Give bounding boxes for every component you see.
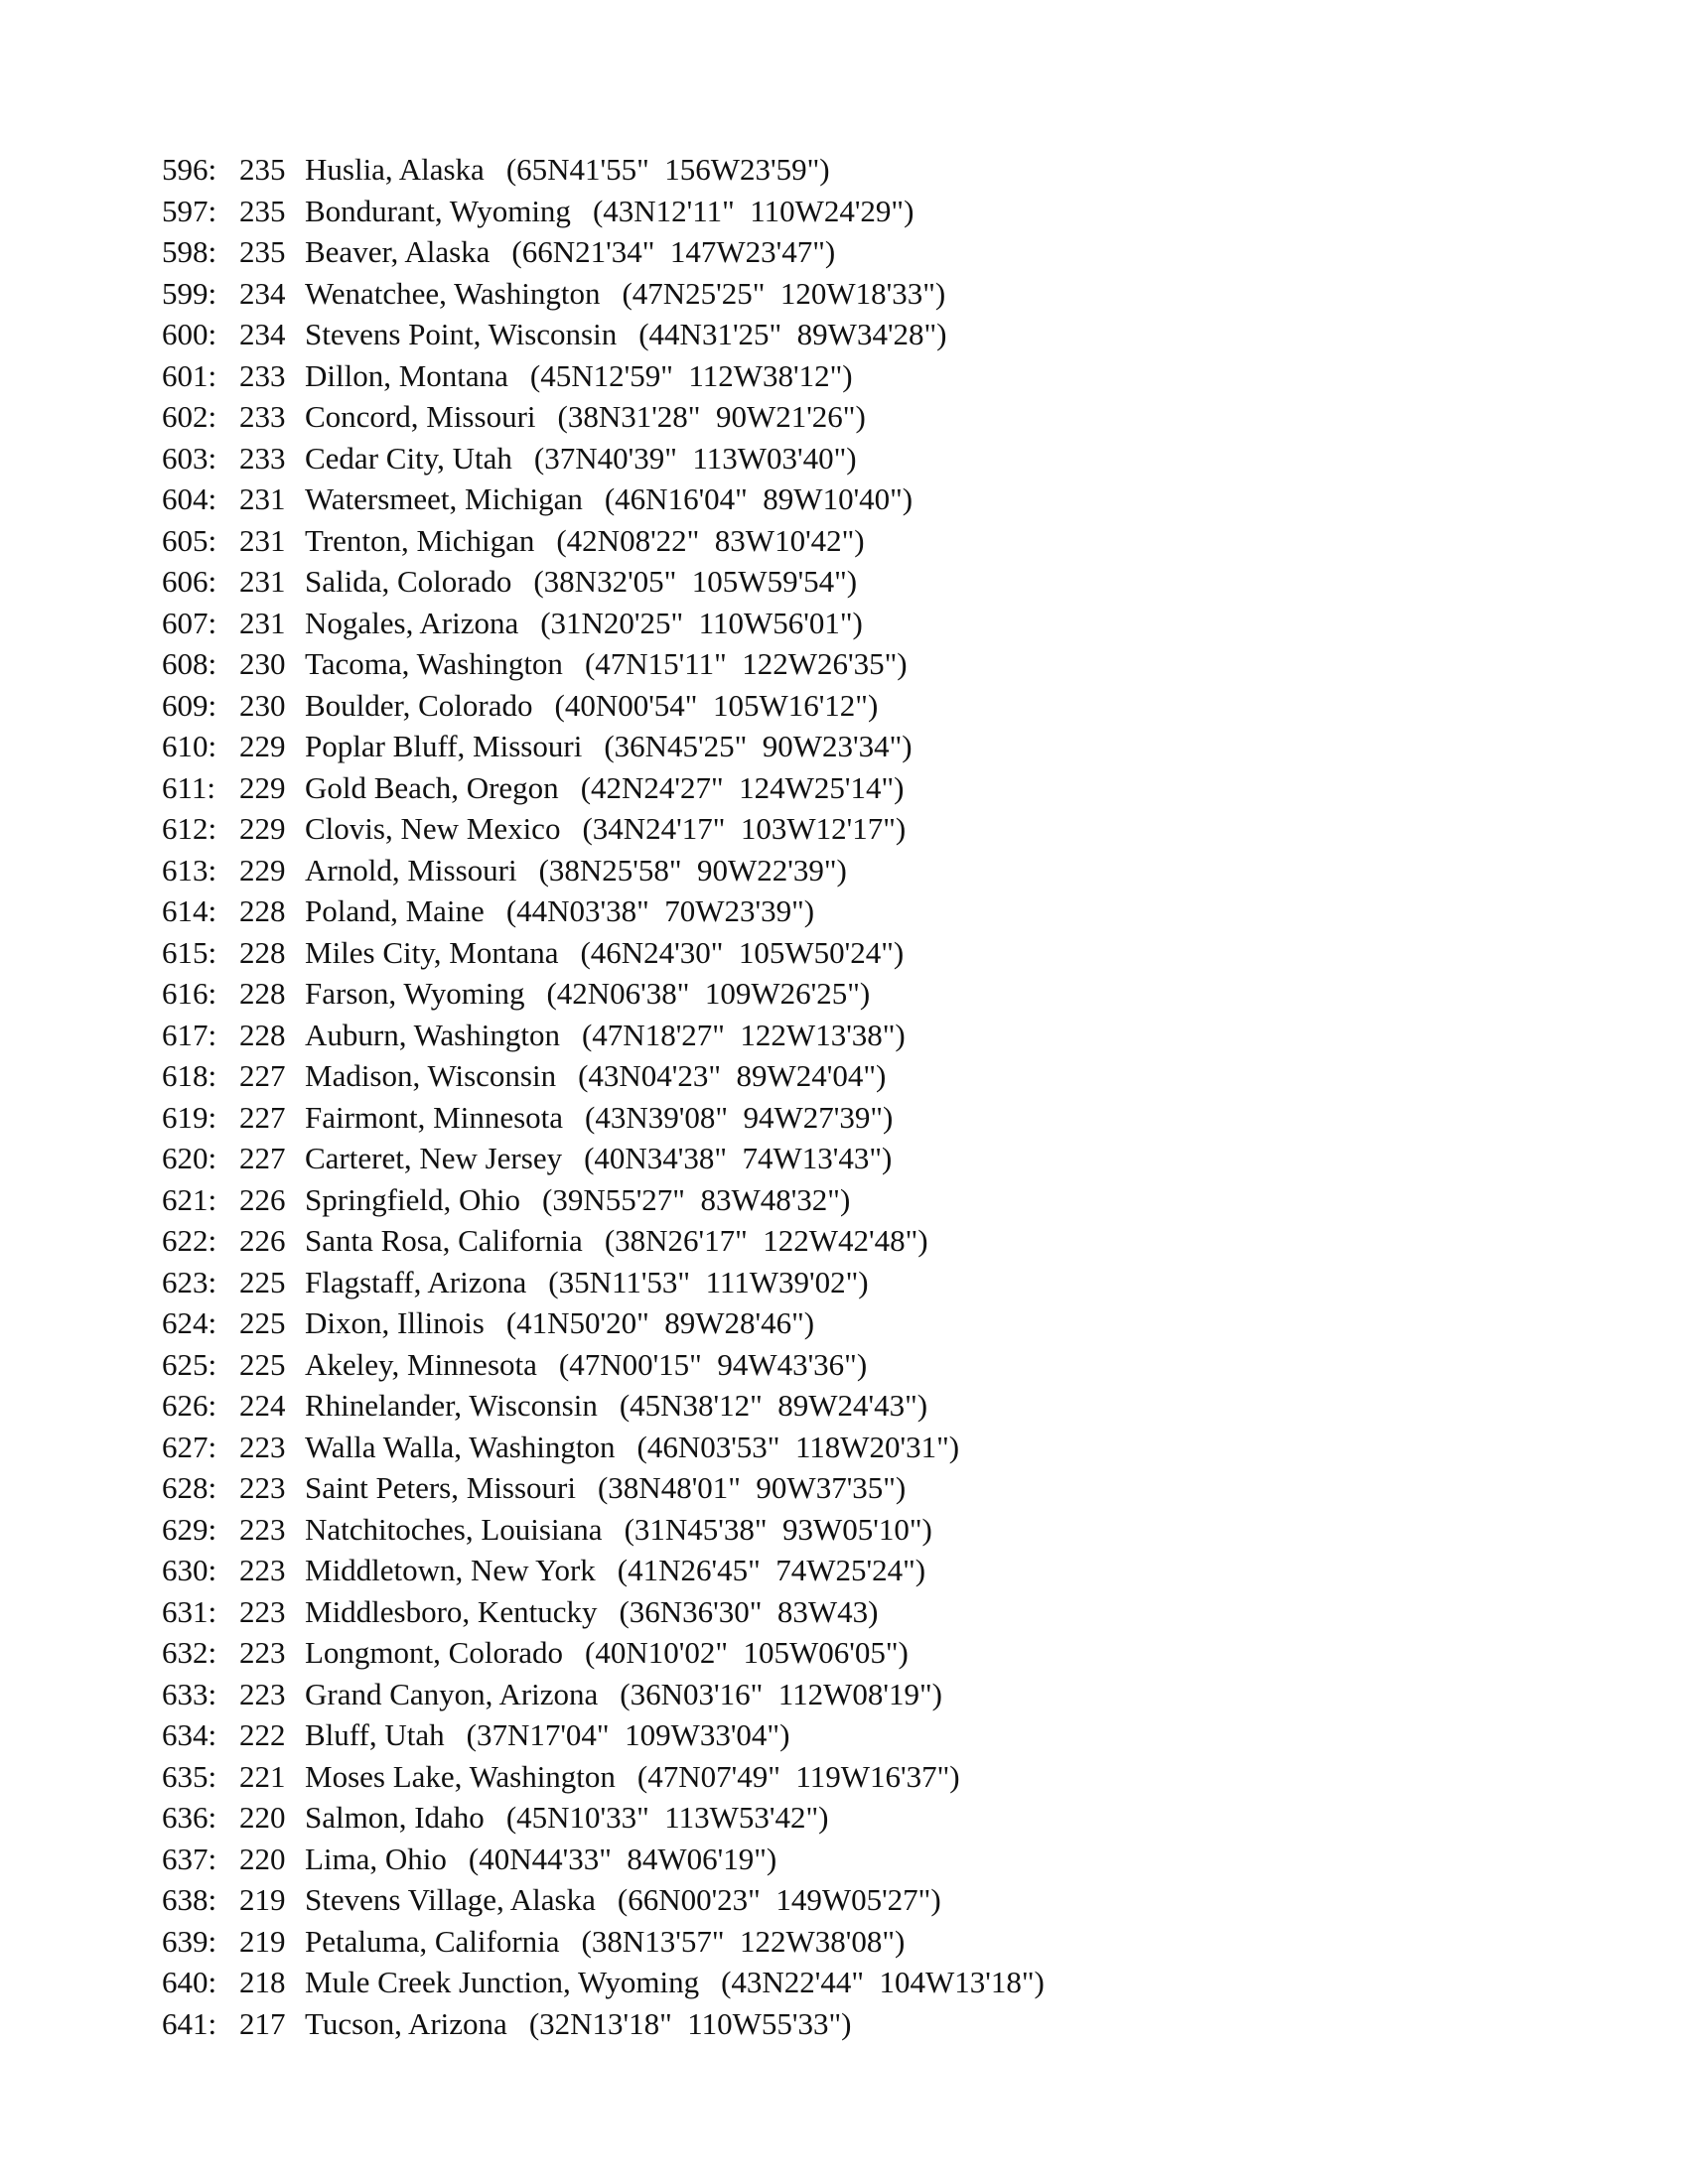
coordinates: (38N32'05" 105W59'54") [533, 564, 858, 599]
count-value: 225 [239, 1346, 286, 1382]
place-name: Clovis, New Mexico [305, 811, 561, 846]
count-value: 235 [239, 152, 286, 187]
rank-number: 604: [162, 481, 217, 516]
rank-number: 620: [162, 1141, 217, 1175]
rank-number: 631: [162, 1593, 217, 1629]
count-value: 217 [239, 2005, 286, 2041]
rank-number: 629: [162, 1511, 217, 1547]
count-value: 228 [239, 893, 286, 928]
count-value: 235 [239, 234, 286, 269]
list-item [162, 603, 1045, 644]
rank-number: 633: [162, 1676, 217, 1711]
count-value: 222 [239, 1717, 286, 1752]
count-value: 231 [239, 481, 286, 516]
place-name: Flagstaff, Arizona [305, 1264, 527, 1299]
coordinates: (46N03'53" 118W20'31") [636, 1429, 960, 1464]
list-item [162, 1550, 1045, 1591]
count-value: 223 [239, 1470, 286, 1505]
count-value: 234 [239, 317, 286, 351]
coordinates: (35N11'53" 111W39'02") [548, 1264, 869, 1299]
list-item [162, 767, 1045, 809]
coordinates: (38N31'28" 90W21'26") [557, 399, 866, 434]
list-item [162, 396, 1045, 438]
coordinates: (36N45'25" 90W23'34") [604, 729, 913, 763]
place-name: Trenton, Michigan [305, 522, 535, 558]
rank-number: 619: [162, 1099, 217, 1135]
place-name: Moses Lake, Washington [305, 1758, 616, 1794]
list-item [162, 890, 1045, 932]
coordinates: (39N55'27" 83W48'32") [542, 1181, 851, 1217]
coordinates: (45N38'12" 89W24'43") [619, 1388, 928, 1423]
count-value: 233 [239, 357, 286, 393]
place-name: Lima, Ohio [305, 1841, 447, 1876]
rank-number: 609: [162, 687, 217, 723]
coordinates: (44N31'25" 89W34'28") [638, 317, 947, 351]
count-value: 229 [239, 769, 286, 805]
count-value: 223 [239, 1429, 286, 1464]
rank-number: 612: [162, 811, 217, 846]
coordinates: (40N44'33" 84W06'19") [468, 1841, 777, 1876]
count-value: 223 [239, 1676, 286, 1711]
list-item [162, 273, 1045, 315]
coordinates: (34N24'17" 103W12'17") [582, 811, 907, 846]
list-item [162, 1714, 1045, 1756]
list-item [162, 1385, 1045, 1427]
list-item [162, 1674, 1045, 1715]
coordinates: (40N00'54" 105W16'12") [554, 687, 879, 723]
place-name: Dixon, Illinois [305, 1305, 485, 1340]
place-name: Poland, Maine [305, 893, 485, 928]
place-name: Farson, Wyoming [305, 976, 525, 1011]
coordinates: (46N16'04" 89W10'40") [604, 481, 914, 516]
rank-number: 614: [162, 893, 217, 928]
coordinates: (47N15'11" 122W26'35") [584, 646, 908, 681]
rank-number: 599: [162, 275, 217, 311]
list-item [162, 726, 1045, 767]
list-item [162, 643, 1045, 685]
list-item [162, 1921, 1045, 1963]
rank-number: 598: [162, 234, 217, 269]
count-value: 233 [239, 440, 286, 476]
rank-number: 640: [162, 1965, 217, 1999]
list-item [162, 932, 1045, 974]
coordinates: (47N07'49" 119W16'37") [636, 1758, 960, 1794]
count-value: 230 [239, 687, 286, 723]
count-value: 227 [239, 1099, 286, 1135]
rank-number: 637: [162, 1841, 217, 1876]
rank-number: 601: [162, 357, 217, 393]
coordinates: (37N40'39" 113W03'40") [533, 440, 857, 476]
coordinates: (36N36'30" 83W43) [619, 1593, 879, 1629]
place-name: Wenatchee, Washington [305, 275, 601, 311]
place-name: Nogales, Arizona [305, 605, 519, 640]
count-value: 225 [239, 1264, 286, 1299]
place-name: Stevens Village, Alaska [305, 1882, 596, 1917]
coordinates: (40N10'02" 105W06'05") [585, 1635, 909, 1670]
rank-number: 621: [162, 1181, 217, 1217]
rank-number: 596: [162, 152, 217, 187]
list-item [162, 1632, 1045, 1674]
rank-number: 638: [162, 1882, 217, 1917]
coordinates: (31N20'25" 110W56'01") [540, 605, 863, 640]
rank-number: 611: [162, 769, 215, 805]
place-name: Arnold, Missouri [305, 852, 517, 887]
place-name: Stevens Point, Wisconsin [305, 317, 618, 351]
coordinates: (46N24'30" 105W50'24") [580, 934, 905, 970]
count-value: 223 [239, 1635, 286, 1670]
coordinates: (38N48'01" 90W37'35") [597, 1470, 907, 1505]
place-name: Salida, Colorado [305, 564, 512, 599]
list-item [162, 1797, 1045, 1839]
list-item [162, 1138, 1045, 1179]
coordinates: (36N03'16" 112W08'19") [620, 1676, 942, 1711]
list-item [162, 1509, 1045, 1551]
rank-number: 634: [162, 1717, 217, 1752]
list-item [162, 1591, 1045, 1633]
count-value: 231 [239, 522, 286, 558]
place-name: Bondurant, Wyoming [305, 193, 571, 228]
coordinates: (66N00'23" 149W05'27") [617, 1882, 941, 1917]
list-item [162, 1879, 1045, 1921]
place-name: Concord, Missouri [305, 399, 536, 434]
coordinates: (37N17'04" 109W33'04") [466, 1717, 790, 1752]
rank-number: 600: [162, 317, 217, 351]
place-name: Bluff, Utah [305, 1717, 445, 1752]
coordinates: (43N12'11" 110W24'29") [592, 193, 914, 228]
count-value: 229 [239, 729, 286, 763]
rank-number: 635: [162, 1758, 217, 1794]
count-value: 228 [239, 934, 286, 970]
count-value: 220 [239, 1841, 286, 1876]
place-name: Gold Beach, Oregon [305, 769, 559, 805]
list-item [162, 314, 1045, 355]
count-value: 229 [239, 811, 286, 846]
coordinates: (66N21'34" 147W23'47") [511, 234, 836, 269]
count-value: 221 [239, 1758, 286, 1794]
place-name: Huslia, Alaska [305, 152, 485, 187]
rank-number: 610: [162, 729, 217, 763]
rank-number: 617: [162, 1017, 217, 1052]
place-name: Walla Walla, Washington [305, 1429, 616, 1464]
count-value: 223 [239, 1593, 286, 1629]
count-value: 223 [239, 1553, 286, 1587]
list-item [162, 1302, 1045, 1344]
coordinates: (38N25'58" 90W22'39") [538, 852, 847, 887]
list-item [162, 478, 1045, 520]
count-value: 218 [239, 1965, 286, 1999]
list-item [162, 520, 1045, 562]
count-value: 225 [239, 1305, 286, 1340]
rank-number: 627: [162, 1429, 217, 1464]
rank-number: 602: [162, 399, 217, 434]
coordinates: (38N26'17" 122W42'48") [604, 1223, 928, 1258]
rank-number: 615: [162, 934, 217, 970]
place-name: Fairmont, Minnesota [305, 1099, 564, 1135]
location-list [162, 149, 1045, 2044]
coordinates: (42N24'27" 124W25'14") [580, 769, 905, 805]
place-name: Auburn, Washington [305, 1017, 560, 1052]
rank-number: 624: [162, 1305, 217, 1340]
coordinates: (31N45'38" 93W05'10") [624, 1511, 932, 1547]
coordinates: (43N04'23" 89W24'04") [578, 1058, 887, 1093]
list-item [162, 808, 1045, 850]
rank-number: 603: [162, 440, 217, 476]
list-item [162, 1015, 1045, 1056]
count-value: 228 [239, 976, 286, 1011]
rank-number: 626: [162, 1388, 217, 1423]
count-value: 229 [239, 852, 286, 887]
list-item [162, 1467, 1045, 1509]
rank-number: 622: [162, 1223, 217, 1258]
list-item [162, 1220, 1045, 1262]
place-name: Natchitoches, Louisiana [305, 1511, 603, 1547]
rank-number: 613: [162, 852, 217, 887]
place-name: Grand Canyon, Arizona [305, 1676, 599, 1711]
place-name: Tacoma, Washington [305, 646, 563, 681]
list-item [162, 1839, 1045, 1880]
place-name: Cedar City, Utah [305, 440, 512, 476]
place-name: Madison, Wisconsin [305, 1058, 557, 1093]
rank-number: 641: [162, 2005, 217, 2041]
rank-number: 623: [162, 1264, 217, 1299]
count-value: 231 [239, 605, 286, 640]
count-value: 227 [239, 1058, 286, 1093]
rank-number: 607: [162, 605, 217, 640]
rank-number: 597: [162, 193, 217, 228]
count-value: 228 [239, 1017, 286, 1052]
place-name: Salmon, Idaho [305, 1800, 485, 1835]
place-name: Dillon, Montana [305, 357, 508, 393]
count-value: 219 [239, 1923, 286, 1959]
coordinates: (43N22'44" 104W13'18") [721, 1965, 1045, 1999]
rank-number: 606: [162, 564, 217, 599]
place-name: Boulder, Colorado [305, 687, 533, 723]
count-value: 234 [239, 275, 286, 311]
list-item [162, 1055, 1045, 1097]
list-item [162, 1344, 1045, 1386]
list-item [162, 438, 1045, 479]
place-name: Mule Creek Junction, Wyoming [305, 1965, 700, 1999]
list-item [162, 1262, 1045, 1303]
list-item [162, 1427, 1045, 1468]
place-name: Akeley, Minnesota [305, 1346, 537, 1382]
count-value: 226 [239, 1223, 286, 1258]
count-value: 226 [239, 1181, 286, 1217]
place-name: Middlesboro, Kentucky [305, 1593, 598, 1629]
coordinates: (41N50'20" 89W28'46") [505, 1305, 815, 1340]
place-name: Petaluma, California [305, 1923, 560, 1959]
list-item [162, 149, 1045, 191]
count-value: 223 [239, 1511, 286, 1547]
place-name: Tucson, Arizona [305, 2005, 507, 2041]
count-value: 227 [239, 1141, 286, 1175]
place-name: Rhinelander, Wisconsin [305, 1388, 598, 1423]
rank-number: 608: [162, 646, 217, 681]
place-name: Longmont, Colorado [305, 1635, 564, 1670]
place-name: Middletown, New York [305, 1553, 596, 1587]
rank-number: 618: [162, 1058, 217, 1093]
list-item [162, 561, 1045, 603]
list-item [162, 973, 1045, 1015]
list-item [162, 685, 1045, 727]
list-item [162, 191, 1045, 232]
place-name: Saint Peters, Missouri [305, 1470, 576, 1505]
place-name: Springfield, Ohio [305, 1181, 520, 1217]
count-value: 220 [239, 1800, 286, 1835]
list-item [162, 1962, 1045, 2003]
list-item [162, 231, 1045, 273]
list-item [162, 355, 1045, 397]
place-name: Santa Rosa, California [305, 1223, 583, 1258]
count-value: 235 [239, 193, 286, 228]
list-item [162, 2003, 1045, 2045]
count-value: 219 [239, 1882, 286, 1917]
place-name: Poplar Bluff, Missouri [305, 729, 583, 763]
coordinates: (43N39'08" 94W27'39") [585, 1099, 894, 1135]
coordinates: (41N26'45" 74W25'24") [617, 1553, 926, 1587]
rank-number: 616: [162, 976, 217, 1011]
count-value: 231 [239, 564, 286, 599]
list-item [162, 1179, 1045, 1221]
place-name: Miles City, Montana [305, 934, 559, 970]
place-name: Watersmeet, Michigan [305, 481, 583, 516]
coordinates: (47N25'25" 120W18'33") [622, 275, 946, 311]
count-value: 233 [239, 399, 286, 434]
rank-number: 605: [162, 522, 217, 558]
coordinates: (42N08'22" 83W10'42") [556, 522, 865, 558]
coordinates: (45N12'59" 112W38'12") [529, 357, 853, 393]
list-item [162, 1097, 1045, 1139]
coordinates: (45N10'33" 113W53'42") [505, 1800, 829, 1835]
rank-number: 632: [162, 1635, 217, 1670]
rank-number: 625: [162, 1346, 217, 1382]
place-name: Carteret, New Jersey [305, 1141, 563, 1175]
coordinates: (47N18'27" 122W13'38") [581, 1017, 906, 1052]
coordinates: (65N41'55" 156W23'59") [505, 152, 830, 187]
rank-number: 636: [162, 1800, 217, 1835]
rank-number: 630: [162, 1553, 217, 1587]
coordinates: (32N13'18" 110W55'33") [528, 2005, 852, 2041]
coordinates: (38N13'57" 122W38'08") [581, 1923, 906, 1959]
coordinates: (44N03'38" 70W23'39") [505, 893, 815, 928]
coordinates: (40N34'38" 74W13'43") [584, 1141, 893, 1175]
count-value: 224 [239, 1388, 286, 1423]
list-item [162, 850, 1045, 891]
place-name: Beaver, Alaska [305, 234, 491, 269]
rank-number: 628: [162, 1470, 217, 1505]
list-item [162, 1756, 1045, 1798]
coordinates: (42N06'38" 109W26'25") [546, 976, 871, 1011]
count-value: 230 [239, 646, 286, 681]
coordinates: (47N00'15" 94W43'36") [558, 1346, 868, 1382]
rank-number: 639: [162, 1923, 217, 1959]
